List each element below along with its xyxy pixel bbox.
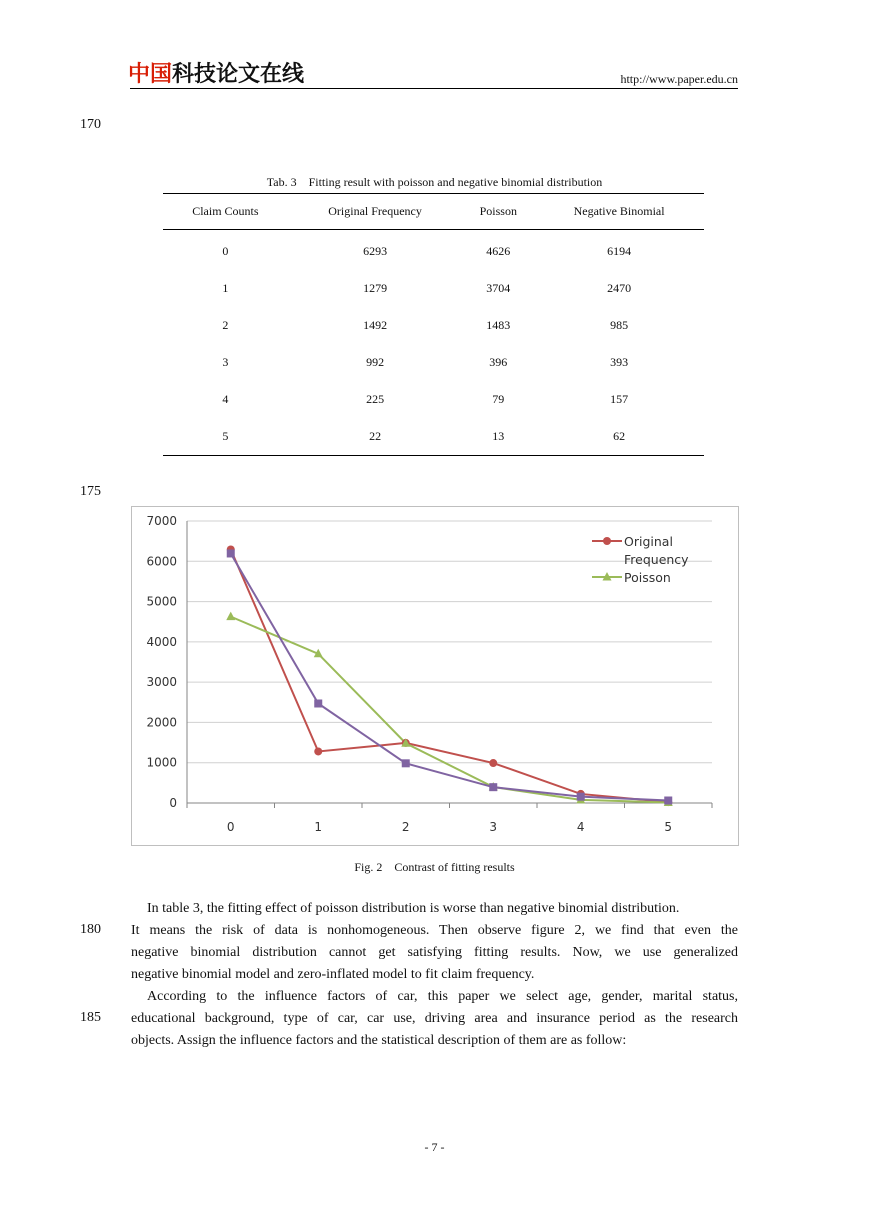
table-cell: 1492 xyxy=(363,318,388,332)
paragraph-1 xyxy=(131,898,738,986)
data-point xyxy=(402,759,410,767)
data-point xyxy=(314,699,322,707)
x-tick-label: 1 xyxy=(314,820,323,834)
line-number-175: 175 xyxy=(80,484,101,499)
table-cell: 992 xyxy=(366,355,385,369)
table-cell: 6194 xyxy=(607,244,632,258)
data-point xyxy=(226,612,235,621)
chart-frame xyxy=(131,506,739,846)
header-rule xyxy=(130,88,738,89)
data-point xyxy=(489,783,497,791)
table-header-row xyxy=(163,194,704,230)
table-cell: 393 xyxy=(610,355,629,369)
data-point xyxy=(664,797,672,805)
table-row xyxy=(163,270,704,307)
table-cell: 79 xyxy=(492,392,505,406)
paragraph-2 xyxy=(131,986,738,1052)
series-line-2 xyxy=(231,553,669,800)
table-cell: 5 xyxy=(163,418,288,456)
x-tick-label: 5 xyxy=(664,820,673,834)
table-cell: 2470 xyxy=(607,281,632,295)
line-chart xyxy=(132,507,738,845)
legend-label: Poisson xyxy=(624,570,671,585)
x-tick-label: 4 xyxy=(576,820,585,834)
table-cell: 1279 xyxy=(363,281,388,295)
line-number-185: 185 xyxy=(80,1010,101,1025)
x-tick-label: 3 xyxy=(489,820,498,834)
y-tick-label: 2000 xyxy=(146,715,177,730)
table-cell: 1483 xyxy=(486,318,511,332)
y-tick-label: 0 xyxy=(169,796,177,810)
fitting-results-table xyxy=(163,193,704,456)
table-cell: 157 xyxy=(610,392,629,406)
y-tick-label: 5000 xyxy=(146,594,177,609)
table-row xyxy=(163,307,704,344)
logo-text-red: 中国 xyxy=(128,62,173,87)
legend-label: Original xyxy=(624,534,673,549)
paragraph-line: In table 3, the fitting effect of poisson distribution is worse than negative binomial distribution. xyxy=(147,901,680,916)
table-cell: 225 xyxy=(366,392,385,406)
paragraph-line: According to the influence factors of car, this paper we select age, gender, marital status, xyxy=(147,989,738,1004)
paragraph-line: It means the risk of data is nonhomogeneous. Then observe figure 2, we find that even the xyxy=(131,923,738,938)
table-cell: 22 xyxy=(288,418,463,456)
y-tick-label: 1000 xyxy=(146,755,177,770)
line-number-180: 180 xyxy=(80,922,101,937)
y-tick-label: 3000 xyxy=(146,675,177,690)
logo-text-black: 科技论文在线 xyxy=(172,62,305,87)
data-point xyxy=(314,747,322,755)
table-cell: 62 xyxy=(534,418,704,456)
y-tick-label: 6000 xyxy=(146,554,177,569)
paragraph-line: negative binomial distribution cannot get satisfying fitting results. Now, we use generalized xyxy=(131,945,738,960)
table-row xyxy=(163,344,704,381)
table-cell: 3704 xyxy=(486,281,511,295)
table-cell: 2 xyxy=(222,318,229,332)
table-cell: 4626 xyxy=(486,244,511,258)
table-row xyxy=(163,418,704,456)
page-number: - 7 - xyxy=(424,1140,445,1154)
table-cell: 1 xyxy=(222,281,229,295)
x-tick-label: 2 xyxy=(401,820,410,834)
table-cell: 3 xyxy=(222,355,229,369)
data-point xyxy=(227,549,235,557)
table-cell: 4 xyxy=(222,392,229,406)
journal-logo xyxy=(128,62,304,88)
figure-caption: Fig. 2 Contrast of fitting results xyxy=(354,860,515,874)
data-point xyxy=(489,759,497,767)
x-tick-label: 0 xyxy=(226,820,235,834)
table-caption: Tab. 3 Fitting result with poisson and negative binomial distribution xyxy=(266,175,603,189)
table-cell: 6293 xyxy=(363,244,388,258)
paragraph-line: objects. Assign the influence factors and the statistical description of them are as follow: xyxy=(131,1033,627,1048)
table-header-cell: Original Frequency xyxy=(288,194,463,230)
table-cell: 985 xyxy=(610,318,629,332)
legend-marker xyxy=(603,537,611,545)
table-cell: 0 xyxy=(222,244,229,258)
table-cell: 13 xyxy=(462,418,534,456)
line-number-170: 170 xyxy=(80,117,101,132)
y-tick-label: 4000 xyxy=(146,634,177,649)
table-cell: 396 xyxy=(489,355,508,369)
table-row xyxy=(163,230,704,271)
paragraph-line: negative binomial model and zero-inflated model to fit claim frequency. xyxy=(131,967,535,982)
table-header-cell: Negative Binomial xyxy=(534,194,704,230)
table-header-cell: Claim Counts xyxy=(163,194,288,230)
legend-label: Frequency xyxy=(624,552,689,567)
table-header-cell: Poisson xyxy=(462,194,534,230)
table-row xyxy=(163,381,704,418)
y-tick-label: 7000 xyxy=(146,514,177,528)
header-url: http://www.paper.edu.cn xyxy=(620,72,738,86)
paragraph-line: educational background, type of car, car use, driving area and insurance period as the research xyxy=(131,1011,738,1026)
data-point xyxy=(577,793,585,801)
